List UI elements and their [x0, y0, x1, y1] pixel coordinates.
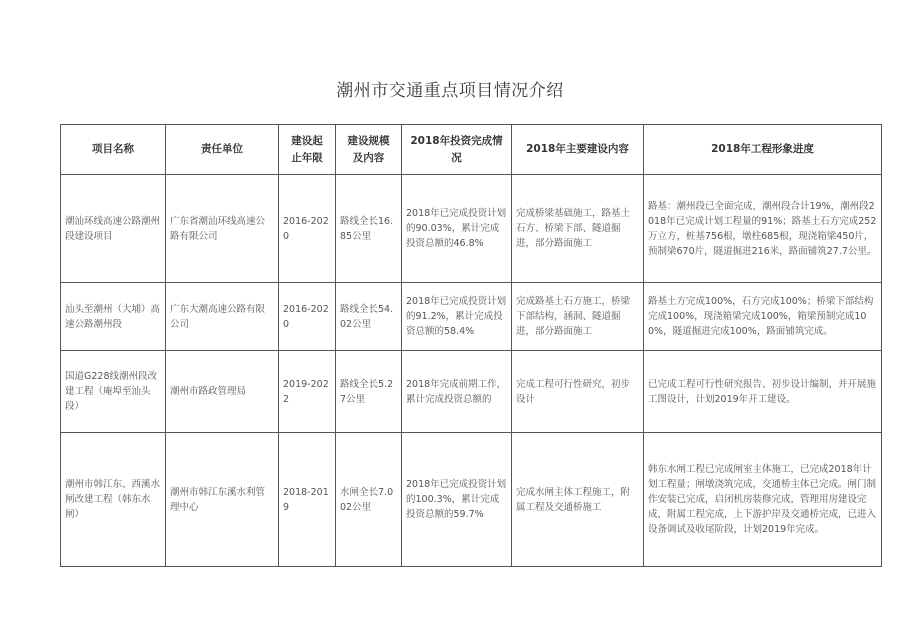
header-investment: 2018年投资完成情 况	[402, 125, 512, 175]
cell-project-name: 潮汕环线高速公路潮州段建设项目	[61, 175, 166, 283]
cell-responsible-unit: 广东省潮汕环线高速公路有限公司	[166, 175, 279, 283]
table-header-row	[61, 125, 882, 175]
cell-main-content: 完成路基土石方施工，桥梁下部结构，涵洞、隧道掘进，部分路面施工	[512, 283, 644, 351]
header-scale: 建设规模 及内容	[336, 125, 402, 175]
table-row	[61, 433, 882, 567]
header-progress: 2018年工程形象进度	[644, 125, 882, 175]
cell-scale: 路线全长5.27公里	[336, 351, 402, 433]
table-row	[61, 175, 882, 283]
cell-scale: 水闸全长7.002公里	[336, 433, 402, 567]
header-years: 建设起 止年限	[279, 125, 336, 175]
cell-years: 2016-2020	[279, 175, 336, 283]
cell-responsible-unit: 潮州市韩江东溪水利管理中心	[166, 433, 279, 567]
cell-investment: 2018年已完成投资计划的90.03%，累计完成投资总额的46.8%	[402, 175, 512, 283]
document-title: 潮州市交通重点项目情况介绍	[336, 81, 564, 101]
projects-table	[60, 124, 882, 567]
cell-progress: 路基土方完成100%，石方完成100%；桥梁下部结构完成100%，现浇箱梁完成100%，箱梁预制完成100%，隧道掘进完成100%，路面铺筑完成。	[644, 283, 882, 351]
cell-responsible-unit: 广东大潮高速公路有限公司	[166, 283, 279, 351]
header-project-name: 项目名称	[61, 125, 166, 175]
cell-main-content: 完成桥梁基础施工，路基土石方、桥梁下部、隧道掘进，部分路面施工	[512, 175, 644, 283]
cell-investment: 2018年已完成投资计划的91.2%，累计完成投资总额的58.4%	[402, 283, 512, 351]
cell-responsible-unit: 潮州市路政管理局	[166, 351, 279, 433]
cell-project-name: 汕头至潮州（大埔）高速公路潮州段	[61, 283, 166, 351]
cell-project-name: 国道G228线潮州段改建工程（庵埠至汕头段）	[61, 351, 166, 433]
cell-progress: 韩东水闸工程已完成闸室主体施工，已完成2018年计划工程量；闸墩浇筑完成，交通桥主体已完成。闸门制作安装已完成，启闭机房装修完成，管理用房建设完成，附属工程完成，上下游护岸及交通桥完成，已进入设备调试及收尾阶段，计划2019年完成。	[644, 433, 882, 567]
cell-project-name: 潮州市韩江东、西溪水闸改建工程（韩东水闸）	[61, 433, 166, 567]
header-responsible-unit: 责任单位	[166, 125, 279, 175]
cell-years: 2018-2019	[279, 433, 336, 567]
header-main-content: 2018年主要建设内容	[512, 125, 644, 175]
cell-main-content: 完成水闸主体工程施工，附属工程及交通桥施工	[512, 433, 644, 567]
table-row	[61, 283, 882, 351]
cell-progress: 已完成工程可行性研究报告、初步设计编制，并开展施工图设计，计划2019年开工建设。	[644, 351, 882, 433]
cell-scale: 路线全长54.02公里	[336, 283, 402, 351]
cell-scale: 路线全长16.85公里	[336, 175, 402, 283]
cell-years: 2016-2020	[279, 283, 336, 351]
cell-main-content: 完成工程可行性研究，初步设计	[512, 351, 644, 433]
cell-investment: 2018年已完成投资计划的100.3%，累计完成投资总额的59.7%	[402, 433, 512, 567]
cell-investment: 2018年完成前期工作，累计完成投资总额的	[402, 351, 512, 433]
table-row	[61, 351, 882, 433]
cell-years: 2019-2022	[279, 351, 336, 433]
cell-progress: 路基：潮州段已全面完成，潮州段合计19%，潮州段2018年已完成计划工程量的91%；路基土石方完成252万立方，桩基756根，墩柱685根，现浇箱梁450片，预制梁670片，隧道掘进216米，路面铺筑27.7公里。	[644, 175, 882, 283]
